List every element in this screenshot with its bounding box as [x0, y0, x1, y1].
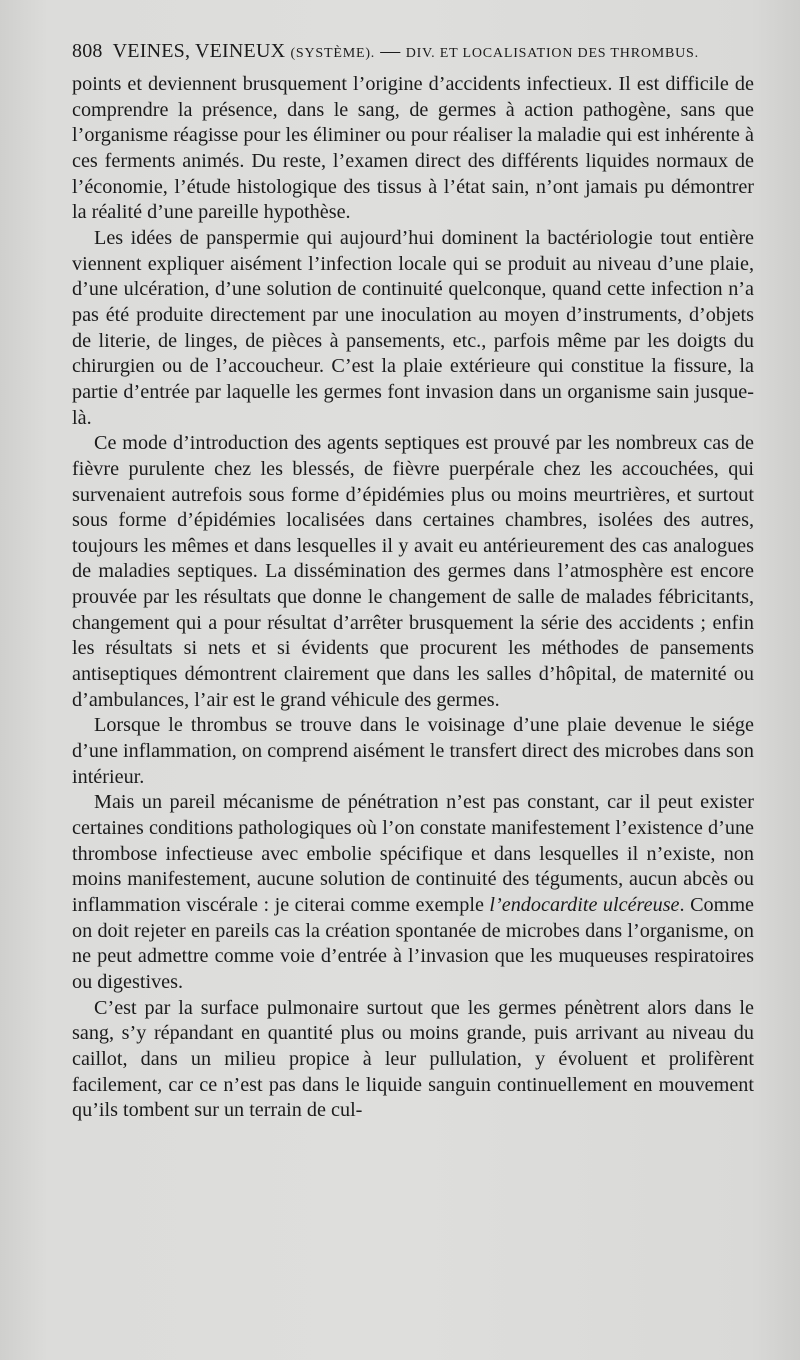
paragraph-5-part-2: . Comme on doit rejeter en pareils cas la création spontanée de microbes dans l’organisme, on ne peut admettre comme voie d’entrée à l’invasion que les muqueuses respiratoires ou digestives. [72, 894, 754, 993]
paragraph-4: Lorsque le thrombus se trouve dans le voisinage d’une plaie devenue le siége d’une inflammation, on comprend aisément le transfert direct des microbes dans son intérieur. [72, 714, 754, 788]
page-number: 808 [72, 40, 103, 62]
paragraph-3: Ce mode d’introduction des agents septiques est prouvé par les nombreux cas de fièvre purulente chez les blessés, de fièvre puerpérale chez les accouchées, qui survenaient autrefois sous forme d’épidémies plus ou moins meurtrières, et surtout sous forme d’épidémies localisées dans certaines chambres, isolées des autres, toujours les mêmes et dans lesquelles il y avait eu antérieurement des cas analogues de maladies septiques. La dissémination des germes dans l’atmosphère est encore prouvée par les résultats que donne le changement de salle de malades fébricitants, changement qui a pour résultat d’arrêter brusquement la série des accidents ; enfin les résultats si nets et si évidents que procurent les méthodes de pansements antiseptiques démontrent clairement que dans les salles d’hôpital, de maternité ou d’ambulances, l’air est le grand véhicule des germes. [72, 432, 754, 711]
running-title: VEINES, VEINEUX [112, 40, 286, 62]
header-dash: — [380, 40, 401, 62]
paragraph-2: Les idées de panspermie qui aujourd’hui dominent la bactériologie tout entière viennent expliquer aisément l’infection locale qui se produit au niveau d’une plaie, d’une ulcération, d’une solution de continuité quelconque, quand cette infection n’a pas été produite directement par une inoculation au moyen d’instruments, d’objets de literie, de linges, de pièces à pansements, etc., parfois même par les doigts du chirurgien ou de l’accoucheur. C’est la plaie extérieure qui constitue la fissure, la partie d’entrée par laquelle les germes font invasion dans un organisme sain jusque-là. [72, 226, 754, 429]
running-header [72, 38, 752, 67]
paragraph-5-italic: l’endocardite ulcéreuse [489, 894, 680, 916]
running-title-paren: (SYSTÈME). [290, 46, 376, 61]
paragraph-5-part-1: Mais un pareil mécanisme de pénétration n’est pas constant, car il peut exister certaines conditions pathologiques où l’on constate manifestement l’existence d’une thrombose infectieuse avec embolie spécifique et dans lesquelles il n’existe, non moins manifestement, aucune solution de continuité des téguments, aucun abcès ou inflammation viscérale : je citerai comme exemple [72, 791, 754, 916]
running-section: DIV. ET LOCALISATION DES THROMBUS. [405, 46, 699, 61]
body-text [72, 72, 754, 1124]
paragraph-5 [72, 790, 754, 995]
paragraph-6: C’est par la surface pulmonaire surtout que les germes pénètrent alors dans le sang, s’y répandant en quantité plus ou moins grande, puis arrivant au niveau du caillot, dans un milieu propice à leur pullulation, y évoluent et prolifèrent facilement, car ce n’est pas dans le liquide sanguin continuellement en mouvement qu’ils tombent sur un terrain de cul- [72, 996, 754, 1122]
paragraph-1: points et deviennent brusquement l’origine d’accidents infectieux. Il est difficile de comprendre la présence, dans le sang, de germes à action pathogène, sans que l’organisme réagisse pour les éliminer ou pour réaliser la maladie qui est inhérente à ces ferments animés. Du reste, l’examen direct des différents liquides normaux de l’économie, l’étude histologique des tissus à l’état sain, n’ont jamais pu démontrer la réalité d’une pareille hypothèse. [72, 73, 754, 224]
